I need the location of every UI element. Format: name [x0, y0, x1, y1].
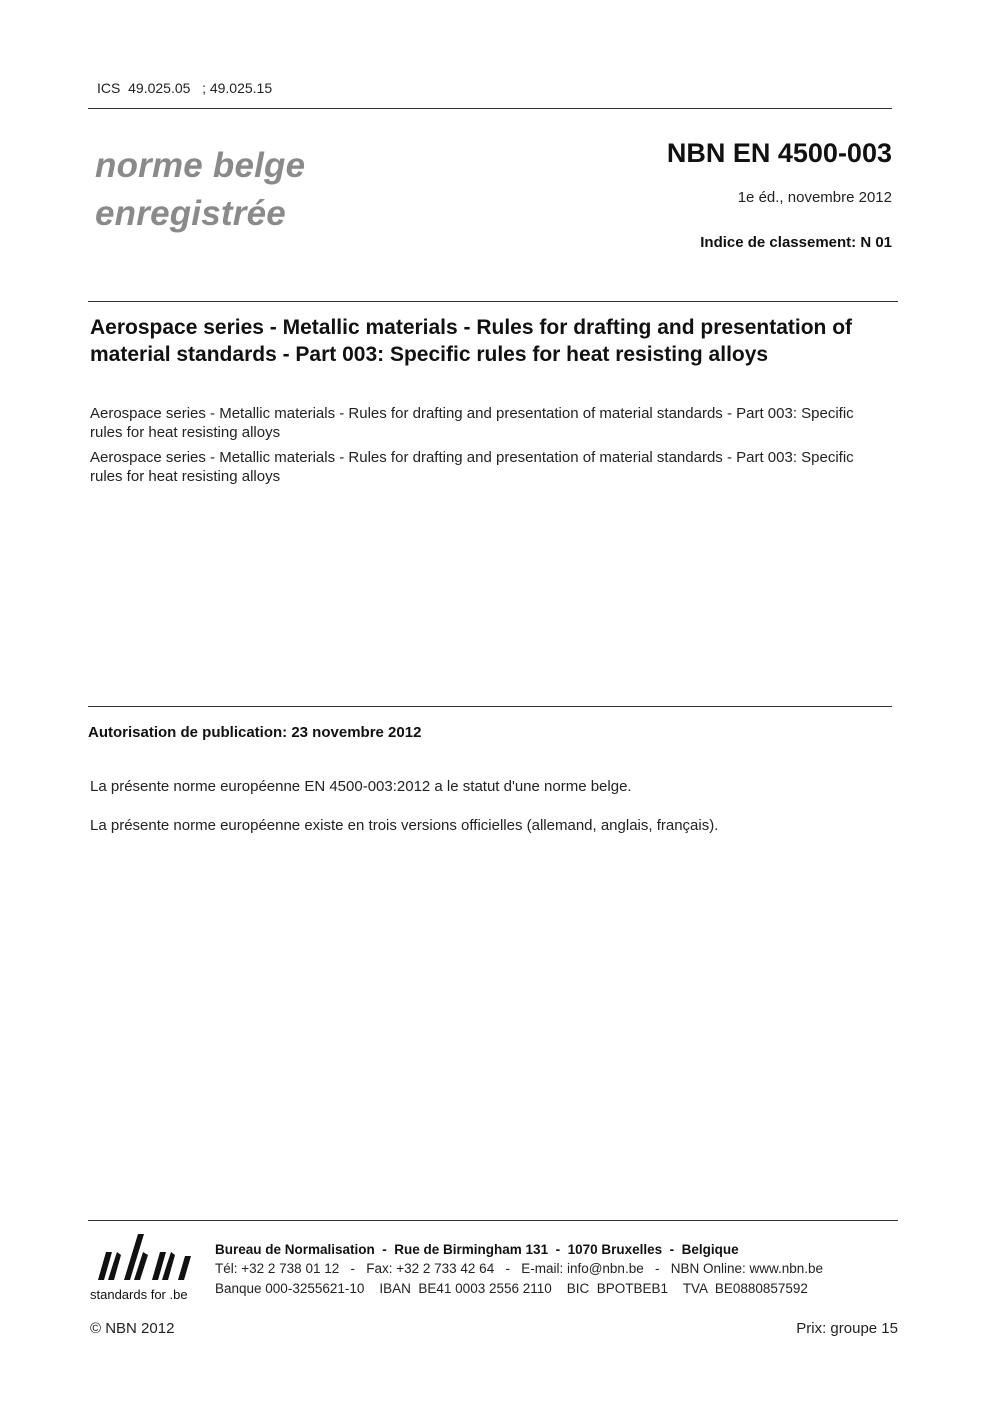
brand-line-2: enregistrée	[95, 194, 286, 233]
title-alternate-1: Aerospace series - Metallic materials - Rules for drafting and presentation of material standards - Part 003: Specific rules for heat resisting alloys	[90, 405, 854, 441]
title-bottom-divider	[88, 706, 892, 707]
brand-line-1: norme belge	[95, 146, 306, 185]
document-title: Aerospace series - Metallic materials - Rules for drafting and presentation of material standards - Part 003: Specific rules for heat resisting alloys	[90, 316, 853, 366]
title-alternate-2: Aerospace series - Metallic materials - Rules for drafting and presentation of material standards - Part 003: Specific rules for heat resisting alloys	[90, 449, 854, 485]
header-divider	[88, 108, 892, 109]
status-paragraph: La présente norme européenne EN 4500-003:2012 a le statut d'une norme belge.	[90, 778, 632, 795]
footer-contact: Tél: +32 2 738 01 12 - Fax: +32 2 733 42 64 - E-mail: info@nbn.be - NBN Online: www.nbn.be	[215, 1261, 824, 1276]
brand-label	[95, 142, 305, 238]
edition-date: 1e éd., novembre 2012	[737, 189, 892, 206]
price-group: Prix: groupe 15	[796, 1320, 898, 1337]
standard-number: NBN EN 4500-003	[666, 138, 892, 168]
classification-index: Indice de classement: N 01	[700, 234, 892, 251]
title-top-divider	[88, 301, 898, 302]
footer-divider	[88, 1220, 898, 1221]
versions-paragraph: La présente norme européenne existe en trois versions officielles (allemand, anglais, français).	[90, 817, 719, 834]
footer-address: Bureau de Normalisation - Rue de Birmingham 131 - 1070 Bruxelles - Belgique	[215, 1242, 739, 1257]
logo-tagline: standards for .be	[90, 1287, 188, 1302]
ics-codes: ICS 49.025.05 ; 49.025.15	[97, 80, 273, 96]
publication-authorization: Autorisation de publication: 23 novembre 2012	[88, 724, 422, 741]
copyright: © NBN 2012	[90, 1320, 175, 1337]
footer-bank: Banque 000-3255621-10 IBAN BE41 0003 2556 2110 BIC BPOTBEB1 TVA BE0880857592	[215, 1281, 808, 1296]
